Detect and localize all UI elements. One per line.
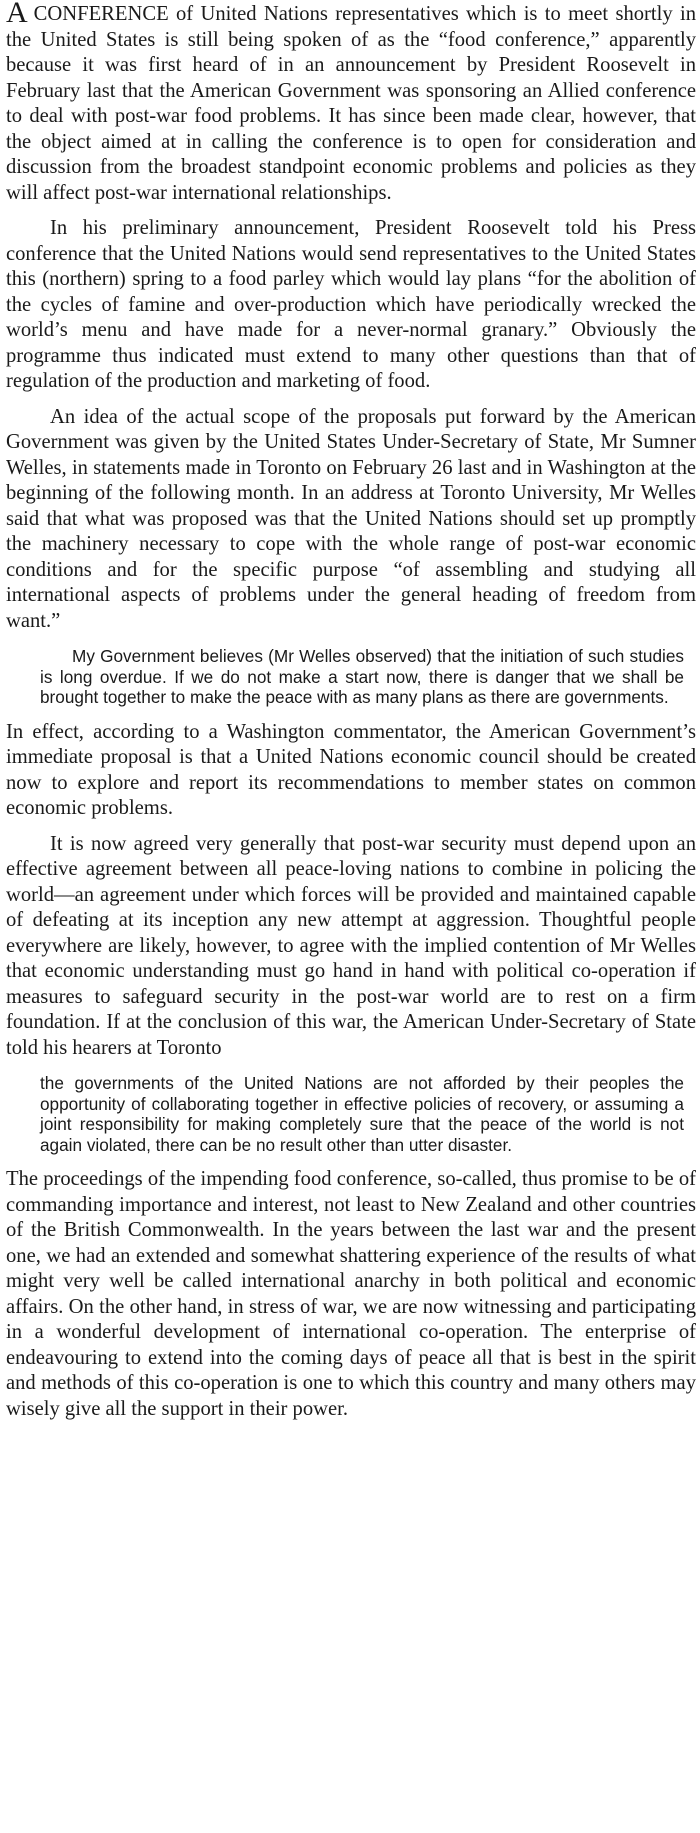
- paragraph-4: In effect, according to a Washington commentator, the American Government’s immediate proposal is that a United Nations economic council should be created now to explore and report its recommendations to member states on common economic problems.: [6, 720, 696, 819]
- block-quote-1: [40, 646, 684, 708]
- paragraph-1: [6, 2, 696, 206]
- paragraph-6: The proceedings of the impending food conference, so-called, thus promise to be of commanding importance and interest, not least to New Zealand and other countries of the British Commonwealth. In the years between the last war and the present one, we had an extended and somewhat shattering experience of the results of what might very well be called international anarchy in both political and economic affairs. On the other hand, in stress of war, we are now witnessing and participating in a wonderful development of international co-operation. The enterprise of endeavouring to extend into the coming days of peace all that is best in the spirit and methods of this co-operation is one to which this country and many others may wisely give all the support in their power.: [6, 1168, 696, 1420]
- paragraph-1-text: CONFERENCE of United Nations representatives which is to meet shortly in the United States is still being spoken of as the “food conference,” apparently because it was first heard of in an announcement by President Roosevelt in February last that the American Government was sponsoring an Allied conference to deal with post-war food problems. It has since been made clear, however, that the object aimed at in calling the conference is to open for consideration and discussion from the broadest standpoint economic problems and policies as they will affect post-war international relationships.: [6, 3, 696, 204]
- paragraph-5: It is now agreed very generally that post-war security must depend upon an effective agreement between all peace-loving nations to combine in policing the world—an agreement under which forces will be provided and maintained capable of defeating at its inception any new attempt at aggression. Thoughtful people everywhere are likely, however, to agree with the implied contention of Mr Welles that economic understanding must go hand in hand with political co-operation if measures to safeguard security in the post-war world are to rest on a firm foundation. If at the conclusion of this war, the American Under-Secretary of State told his hearers at Toronto: [6, 832, 696, 1059]
- block-quote-1-text: My Government believes (Mr Welles observed) that the initiation of such studies is long overdue. If we do not make a start now, there is danger that we shall be brought together to make the peace with as many plans as there are governments.: [40, 646, 684, 707]
- drop-cap: A: [6, 0, 28, 29]
- block-quote-2: the governments of the United Nations are not afforded by their peoples the opportunity of collaborating together in effective policies of recovery, or assuming a joint responsibility for making completely sure that the peace of the world is not again violated, there can be no result other than utter disaster.: [40, 1073, 684, 1155]
- paragraph-3: An idea of the actual scope of the proposals put forward by the American Government was given by the United States Under-Secretary of State, Mr Sumner Welles, in statements made in Toronto on February 26 last and in Washington at the beginning of the following month. In an address at Toronto University, Mr Welles said that what was proposed was that the United Nations should set up promptly the machinery necessary to cope with the whole range of post-war economic conditions and for the specific purpose “of assembling and studying all international aspects of problems under the general heading of freedom from want.”: [6, 405, 696, 632]
- paragraph-2: In his preliminary announcement, President Roosevelt told his Press conference that the United Nations would send representatives to the United States this (northern) spring to a food parley which would lay plans “for the abolition of the cycles of famine and over-production which have periodically wrecked the world’s menu and have made for a never-normal granary.” Obviously the programme thus indicated must extend to many other questions than that of regulation of the production and marketing of food.: [6, 217, 696, 392]
